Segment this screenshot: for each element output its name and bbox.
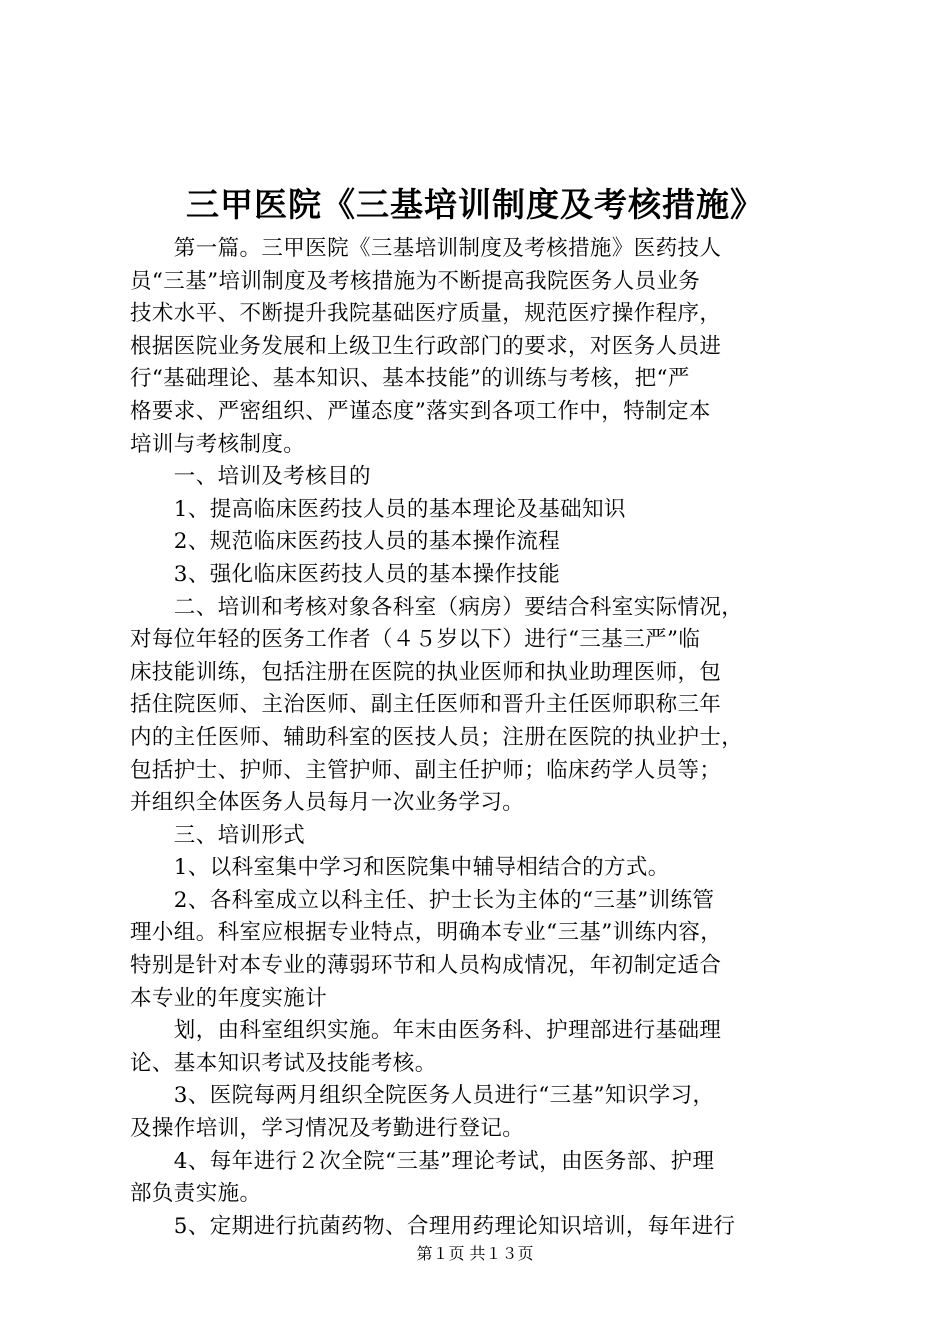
page-footer: 第１页 共１３页: [416, 1244, 534, 1263]
document-title: 三甲医院《三基培训制度及考核措施》: [186, 185, 764, 224]
list-item: 2、各科室成立以科主任、护士长为主体的“三基”训练管: [130, 887, 715, 913]
text-line: 本专业的年度实施计: [130, 985, 328, 1011]
text-line: 论、基本知识考试及技能考核。: [130, 1050, 437, 1076]
text-line: 对每位年轻的医务工作者（４５岁以下）进行“三基三严”临: [130, 627, 701, 653]
list-item: 1、以科室集中学习和医院集中辅导相结合的方式。: [130, 855, 670, 881]
list-item: 3、医院每两月组织全院医务人员进行“三基”知识学习，: [130, 1083, 715, 1109]
text-line: 技术水平、不断提升我院基础医疗质量，规范医疗操作程序，: [130, 301, 722, 327]
document-body: [130, 233, 845, 1243]
list-item: 1、提高临床医药技人员的基本理论及基础知识: [130, 496, 626, 522]
text-line: 员“三基”培训制度及考核措施为不断提高我院医务人员业务: [130, 268, 701, 294]
text-line: 培训与考核制度。: [130, 431, 306, 457]
text-line: 第一篇。三甲医院《三基培训制度及考核措施》医药技人: [130, 236, 722, 261]
text-line: 内的主任医师、辅助科室的医技人员；注册在医院的执业护士，: [130, 724, 744, 750]
text-line: 括住院医师、主治医师、副主任医师和晋升主任医师职称三年: [130, 692, 722, 718]
text-line: 理小组。科室应根据专业特点，明确本专业“三基”训练内容，: [130, 920, 723, 946]
text-line: 及操作培训，学习情况及考勤进行登记。: [130, 1116, 525, 1142]
list-item: 2、规范临床医药技人员的基本操作流程: [130, 529, 561, 555]
text-line: 部负责实施。: [130, 1181, 262, 1207]
section-heading: 一、培训及考核目的: [130, 464, 371, 490]
list-item: 4、每年进行２次全院“三基”理论考试，由医务部、护理: [130, 1148, 715, 1174]
list-item: 3、强化临床医药技人员的基本操作技能: [130, 561, 561, 587]
text-line: 格要求、严密组织、严谨态度”落实到各项工作中，特制定本: [130, 398, 711, 424]
text-line: 划，由科室组织实施。年末由医务科、护理部进行基础理: [130, 1018, 722, 1044]
section-heading: 三、培训形式: [130, 822, 306, 848]
text-line: 根据医院业务发展和上级卫生行政部门的要求，对医务人员进: [130, 333, 722, 359]
text-line: 并组织全体医务人员每月一次业务学习。: [130, 790, 525, 816]
text-line: 包括护士、护师、主管护师、副主任护师；临床药学人员等；: [130, 757, 722, 783]
text-line: 特别是针对本专业的薄弱环节和人员构成情况，年初制定适合: [130, 953, 722, 979]
text-line: 行“基础理论、基本知识、基本技能”的训练与考核，把“严: [130, 366, 690, 392]
list-item: 5、定期进行抗菌药物、合理用药理论知识培训，每年进行: [130, 1213, 736, 1239]
section-heading: 二、培训和考核对象各科室（病房）要结合科室实际情况，: [130, 594, 744, 620]
text-line: 床技能训练，包括注册在医院的执业医师和执业助理医师，包: [130, 659, 722, 685]
